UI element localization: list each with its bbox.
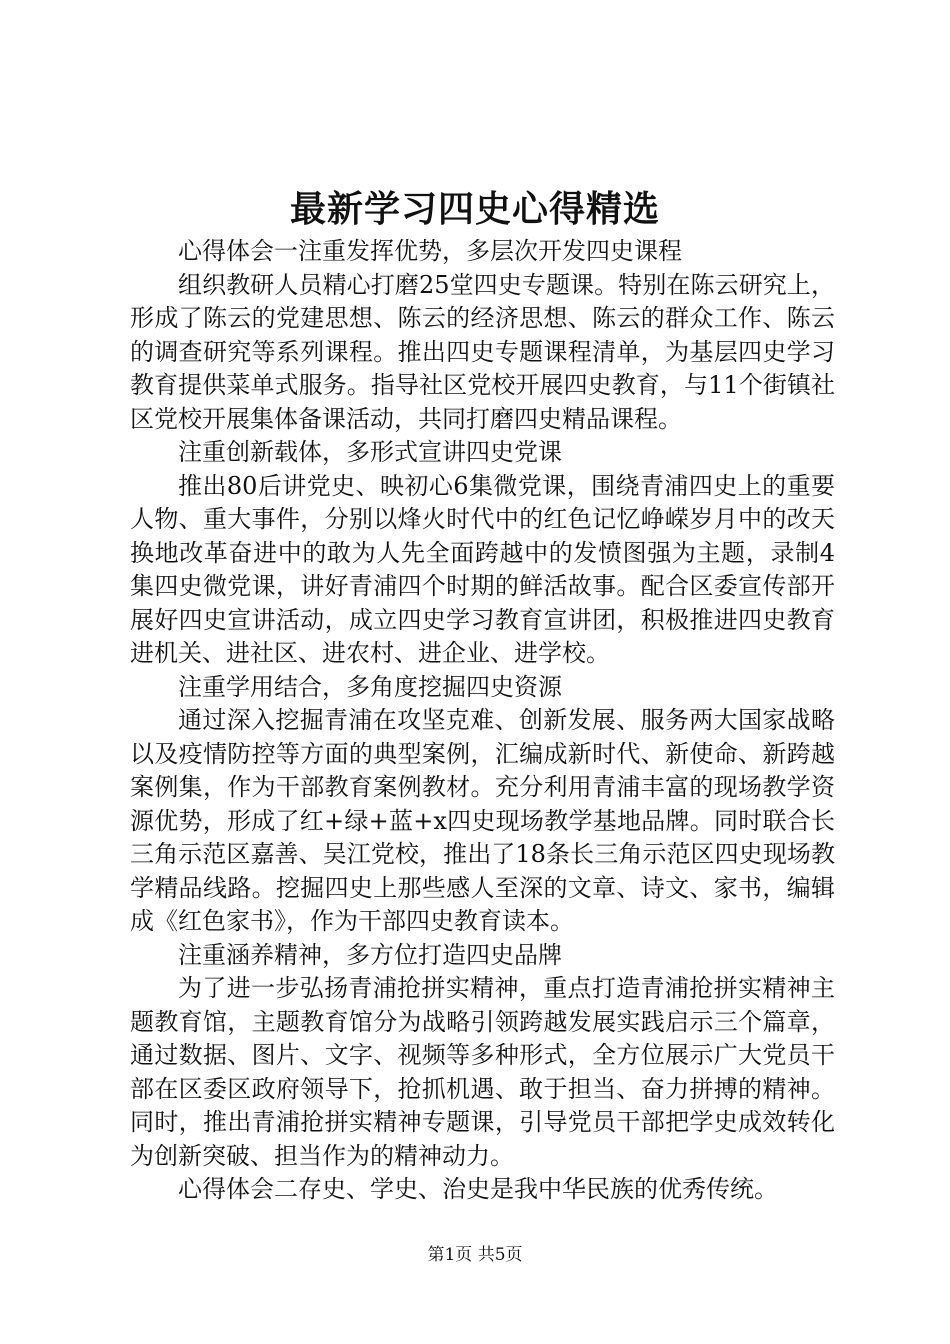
- paragraph: 组织教研人员精心打磨25堂四史专题课。特别在陈云研究上，形成了陈云的党建思想、陈云的经济思想、陈云的群众工作、陈云的调查研究等系列课程。推出四史专题课程清单，为基层四史学习教育提供菜单式服务。指导社区党校开展四史教育，与11个街镇社区党校开展集体备课活动，共同打磨四史精品课程。: [130, 270, 835, 433]
- paragraph-heading-3: 注重学用结合，多角度挖掘四史资源: [178, 672, 562, 701]
- paragraph-heading-2: 注重创新载体，多形式宣讲四史党课: [178, 438, 562, 466]
- page-number-footer: 第1页 共5页: [427, 1245, 523, 1265]
- paragraph: 为了进一步弘扬青浦抢拼实精神，重点打造青浦抢拼实精神主题教育馆，主题教育馆分为战略引领跨越发展实践启示三个篇章，通过数据、图片、文字、视频等多种形式，全方位展示广大党员干部在区委区政府领导下，抢抓机遇、敢于担当、奋力拼搏的精神。同时，推出青浦抢拼实精神专题课，引导党员干部把学史成效转化为创新突破、担当作为的精神动力。: [130, 974, 835, 1170]
- paragraph-heading-5: 心得体会二存史、学史、治史是我中华民族的优秀传统。: [178, 1175, 778, 1203]
- document-title: 最新学习四史心得精选: [289, 188, 660, 230]
- document-body: [130, 235, 835, 1207]
- paragraph-heading-4: 注重涵养精神，多方位打造四史品牌: [178, 940, 562, 969]
- paragraph: 推出80后讲党史、映初心6集微党课，围绕青浦四史上的重要人物、重大事件，分别以烽火时代中的红色记忆峥嵘岁月中的改天换地改革奋进中的敢为人先全面跨越中的发愤图强为主题，录制4集四史微党课，讲好青浦四个时期的鲜活故事。配合区委宣传部开展好四史宣讲活动，成立四史学习教育宣讲团，积极推进四史教育进机关、进社区、进农村、进企业、进学校。: [130, 471, 835, 667]
- paragraph-heading-1: 心得体会一注重发挥优势，多层次开发四史课程: [178, 237, 682, 265]
- paragraph: 通过深入挖掘青浦在攻坚克难、创新发展、服务两大国家战略以及疫情防控等方面的典型案例，汇编成新时代、新使命、新跨越案例集，作为干部教育案例教材。充分利用青浦丰富的现场教学资源优势，形成了红+绿+蓝+x四史现场教学基地品牌。同时联合长三角示范区嘉善、吴江党校，推出了18条长三角示范区四史现场教学精品线路。挖掘四史上那些感人至深的文章、诗文、家书，编辑成《红色家书》，作为干部四史教育读本。: [130, 706, 835, 935]
